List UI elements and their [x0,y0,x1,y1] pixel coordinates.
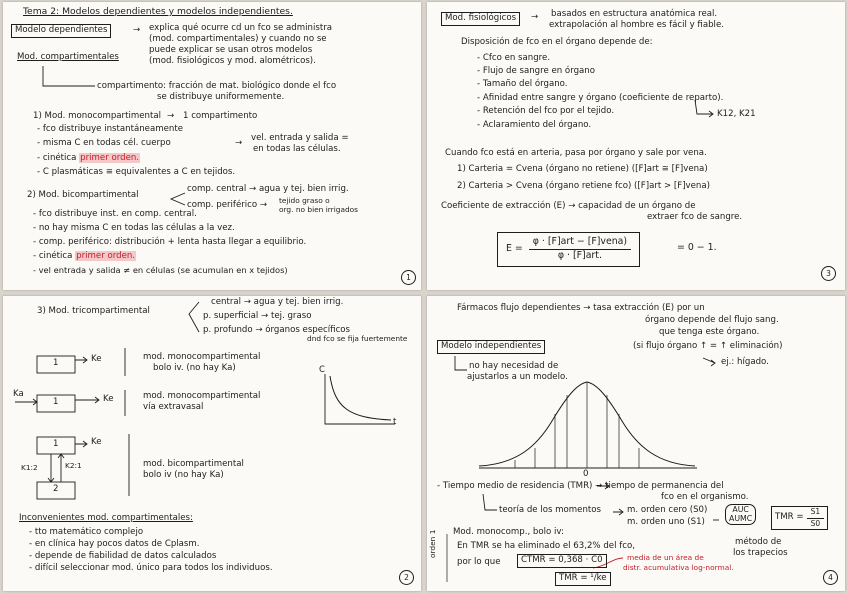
text-line: Cuando fco está en arteria, pasa por órgano y sale por vena. [445,148,707,158]
text-line: m. orden cero (S0) [627,505,708,515]
arrow-icon: → [531,12,539,22]
text-line: - Tiempo medio de residencia (TMR) → tiempo de permanencia del [437,481,724,491]
text-line: extrapolación al hombre es fácil y fiable. [549,20,724,30]
arrow-icon: → [167,111,175,121]
ctmr-equation-box: CTMR = 0,368 · C0 [517,554,607,568]
text-line: mod. monocompartimental [143,391,261,401]
notes-page-3 [427,2,845,290]
auc-aumc-box [725,504,756,525]
text-line: p. profundo → órganos específicos [203,325,351,335]
list-item [33,252,136,262]
text-line: extraer fco de sangre. [647,212,743,222]
compartment-label: 1 [53,439,59,449]
text-line: mod. monocompartimental [143,352,261,362]
text-line: dnd fco se fija fuertemente [307,334,408,343]
list-item: - Cfco en sangre. [477,53,551,63]
list-item: - no hay misma C en todas las células a la vez. [33,223,235,233]
bi-heading: 2) Mod. bicompartimental [27,190,139,200]
mono-heading: 1) Mod. monocompartimental [33,111,161,121]
text-line: central → agua y tej. bien irrig. [211,297,344,307]
page-title: Tema 2: Modelos dependientes y modelos independientes. [23,6,293,17]
notes-page-1 [3,2,421,290]
tmr-fraction [807,508,825,528]
axis-label: C [319,365,326,375]
rate-constant-label: Ke [103,394,114,404]
text-line: Fármacos flujo dependientes → tasa extracción (E) por un [457,303,705,313]
text-line: los trapecios [733,548,788,558]
list-item: - Afinidad entre sangre y órgano (coeficiente de reparto). [477,93,724,103]
text-line: p. superficial → tej. graso [203,311,312,321]
page-number: 1 [401,270,416,285]
arrow-icon: → [235,138,243,148]
arrow-icon: → [133,25,141,35]
modelos-dependientes-box: Modelo dependientes [11,24,111,38]
tmr-numerator: S1 [807,508,825,519]
text-line: bolo iv (no hay Ka) [143,470,224,480]
tmr-equation-box [771,506,828,530]
list-item: 2) Carteria > Cvena (órgano retiene fco) ([F]art > [F]vena) [457,181,710,191]
rate-constant-label: K1:2 [21,463,38,472]
text-line: tejido graso o [279,196,330,205]
text-line: - cinética [33,251,73,261]
annotation-red: media de un área de [627,553,704,562]
list-item: - difícil seleccionar mod. único para todos los individuos. [29,563,273,573]
text-line: Mod. monocomp., bolo iv: [453,527,564,537]
list-item: - en clínica hay pocos datos de Cplasm. [29,539,200,549]
text-line: bolo iv. (no hay Ka) [153,363,236,373]
text-line: compartimento: fracción de mat. biológico donde el fco [97,81,337,91]
formula-denominator: φ · [F]art. [557,249,602,261]
text-line: org. no bien irrigados [279,205,359,214]
text-line: por lo que [457,557,501,567]
text-line: Disposición de fco en el órgano depende de: [461,37,653,47]
text-line: mod. bicompartimental [143,459,244,469]
text-line: puede explicar se usan otros modelos [149,45,313,55]
text-line: - cinética [37,153,77,163]
tri-heading: 3) Mod. tricompartimental [37,306,150,316]
mod-fisiologicos-box: Mod. fisiológicos [441,12,520,26]
text-line: explica qué ocurre cd un fco se administra [149,23,333,33]
text-line: En TMR se ha eliminado el 63,2% del fco, [457,541,635,551]
highlighted-text: primer orden. [76,251,136,261]
rate-constant-label: Ka [13,389,24,399]
annotation-red: distr. acumulativa log-normal. [623,563,734,572]
text-line: comp. periférico → [187,200,268,210]
notes-page-2 [3,296,421,591]
compartment-label: 2 [53,484,59,494]
text-line: (mod. fisiológicos y mod. alométricos). [149,56,316,66]
list-item: - Retención del fco por el tejido. [477,106,615,116]
modelo-independientes-box: Modelo independientes [437,340,545,354]
formula-lhs: E = [506,242,523,254]
text-line: ej.: hígado. [721,357,769,367]
list-item: - Tamaño del órgano. [477,79,568,89]
page-number: 4 [823,570,838,585]
list-item: - fco distribuye inst. en comp. central. [33,209,197,219]
text-line: método de [735,537,782,547]
text-line: vel. entrada y salida = [251,133,349,143]
list-item: - fco distribuye instantáneamente [37,124,183,134]
list-item: - Flujo de sangre en órgano [477,66,596,76]
formula-fraction [529,237,631,262]
side-margin-label: orden 1 [428,529,437,558]
text-line: no hay necesidad de [469,361,559,371]
text-line: que tenga este órgano. [659,327,760,337]
text-line: teoría de los momentos [499,505,602,515]
text-line: se distribuye uniformemente. [157,92,285,102]
highlighted-text: primer orden. [80,153,140,163]
list-item: - tto matemático complejo [29,527,144,537]
rate-constant-label: Ke [91,354,102,364]
text-line: Coeficiente de extracción (E) → capacidad de un órgano de [441,201,696,211]
extraction-formula-box [497,232,640,267]
text-line: 1 compartimento [183,111,258,121]
text-line: comp. central → agua y tej. bien irrig. [187,184,349,194]
list-item: - comp. periférico: distribución + lenta hasta llegar a equilibrio. [33,237,307,247]
notes-page-4 [427,296,845,591]
page-number: 3 [821,266,836,281]
text-line: (si flujo órgano ↑ = ↑ eliminación) [633,341,783,351]
tmr-denominator: S0 [810,518,821,528]
text-line: fco en el organismo. [661,492,749,502]
inconvenientes-heading: Inconvenientes mod. compartimentales: [19,513,193,523]
text-line: K12, K21 [717,109,756,119]
list-item: - depende de fiabilidad de datos calculados [29,551,217,561]
list-item: - vel entrada y salida ≠ en células (se acumulan en x tejidos) [33,265,288,275]
mod-compartimentales-heading: Mod. compartimentales [17,52,119,62]
rate-constant-label: K2:1 [65,461,82,470]
tmr-ke-box: TMR = ¹/ke [555,572,611,586]
text-line: m. orden uno (S1) [627,517,705,527]
text-line: basados en estructura anatómica real. [551,9,718,19]
text-line: (mod. compartimentales) y cuando no se [149,34,327,44]
list-item: 1) Carteria = Cvena (órgano no retiene) ([F]art ≅ [F]vena) [457,164,708,174]
text-line: ajustarlos a un modelo. [467,372,568,382]
axis-label: t [393,417,397,427]
formula-numerator: φ · [F]art − [F]vena) [529,237,631,250]
aumc-label: AUMC [729,513,753,523]
text-line: en todas las células. [253,144,341,154]
axis-label: 0 [583,469,589,479]
compartment-label: 1 [53,358,59,368]
compartment-label: 1 [53,397,59,407]
page-number: 2 [399,570,414,585]
rate-constant-label: Ke [91,437,102,447]
list-item: - Aclaramiento del órgano. [477,120,592,130]
formula-range: = 0 − 1. [677,242,717,253]
tmr-equation-lhs: TMR = [775,512,804,523]
list-item: - C plasmáticas ≡ equivalentes a C en tejidos. [37,167,236,177]
list-item [37,154,140,164]
text-line: vía extravasal [143,402,204,412]
list-item: - misma C en todas cél. cuerpo [37,138,171,148]
text-line: órgano depende del flujo sang. [645,315,779,325]
auc-label: AUC [732,505,749,514]
